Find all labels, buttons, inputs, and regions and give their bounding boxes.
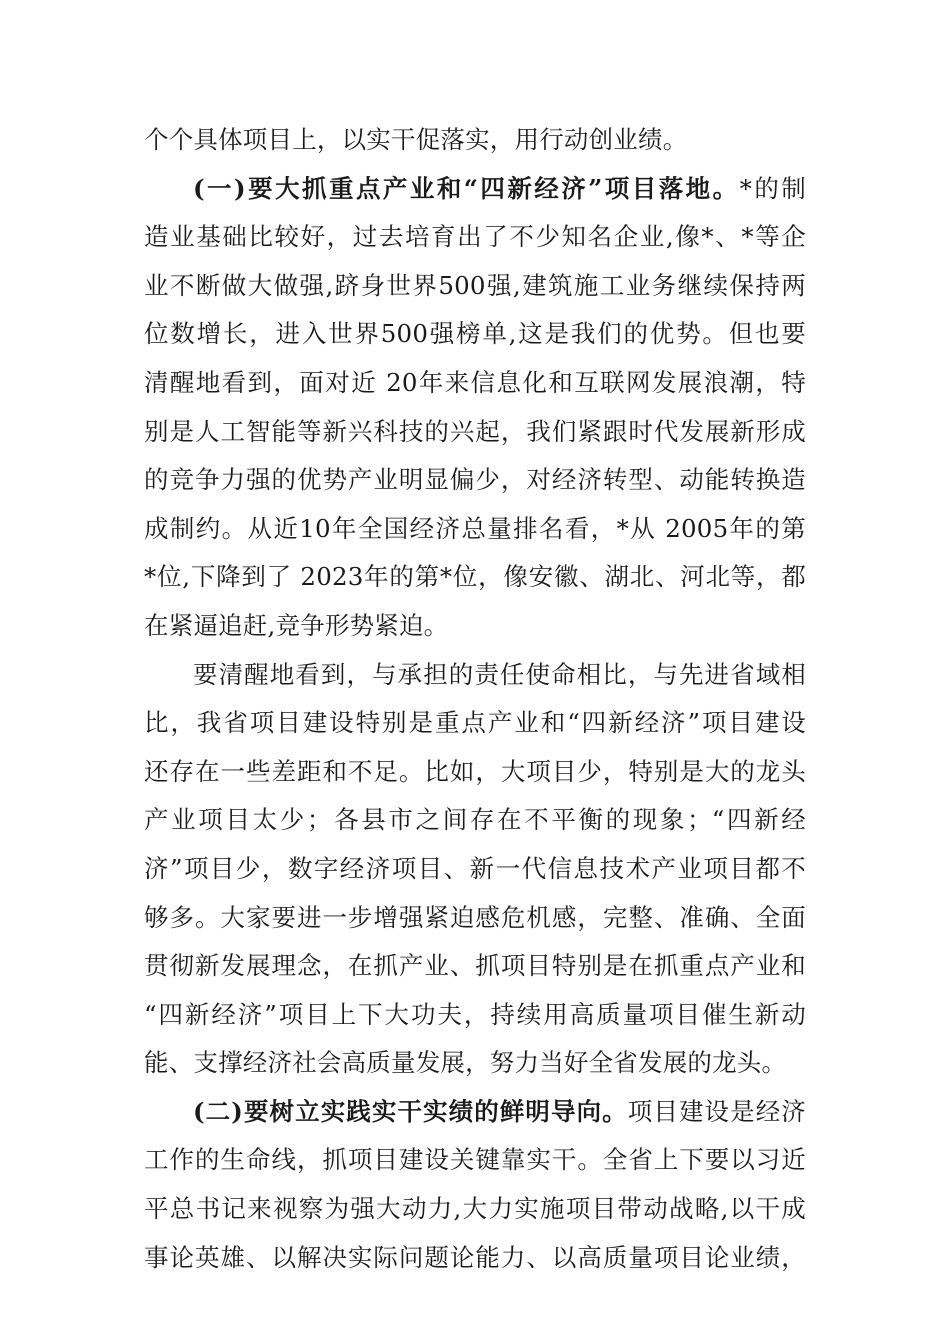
text-line: 位数增长，进入世界500强榜单,这是我们的优势。但也要 (144, 319, 806, 349)
text-line: *位,下降到了 2023年的第*位，像安徽、湖北、河北等，都 (144, 562, 806, 592)
text-line: 平总书记来视察为强大动力,大力实施项目带动战略,以干成 (144, 1194, 806, 1224)
text-line: 够多。大家要进一步增强紧迫感危机感，完整、准确、全面 (144, 902, 806, 932)
text-line: 比，我省项目建设特别是重点产业和“四新经济”项目建设 (144, 708, 806, 738)
text-line: 工作的生命线，抓项目建设关键靠实干。全省上下要以习近 (144, 1145, 806, 1175)
section-heading: (二)要树立实践实干实绩的鲜明导向。 (193, 1096, 628, 1126)
text-line: 事论英雄、以解决实际问题论能力、以高质量项目论业绩， (144, 1242, 806, 1272)
text-line: 的竞争力强的优势产业明显偏少，对经济转型、动能转换造 (144, 465, 806, 495)
text-line: 贯彻新发展理念，在抓产业、抓项目特别是在抓重点产业和 (144, 951, 806, 981)
text-line: 别是人工智能等新兴科技的兴起，我们紧跟时代发展新形成 (144, 416, 806, 446)
text-line: 在紧逼追赶,竞争形势紧迫。 (144, 610, 449, 640)
text-line: 成制约。从近10年全国经济总量排名看，*从 2005年的第 (144, 513, 806, 543)
section-heading-line: (一)要大抓重点产业和“四新经济”项目落地。*的制 (193, 173, 806, 203)
text-line: 产业项目太少；各县市之间存在不平衡的现象；“四新经 (144, 805, 806, 835)
text-line: 济”项目少，数字经济项目、新一代信息技术产业项目都不 (144, 853, 806, 883)
text-line: 造业基础比较好，过去培育出了不少知名企业,像*、*等企 (144, 222, 806, 252)
paragraph-start-line: 要清醒地看到，与承担的责任使命相比，与先进省域相 (193, 659, 806, 689)
text-line: 业不断做大做强,跻身世界500强,建筑施工业务继续保持两 (144, 270, 806, 300)
section-heading-line: (二)要树立实践实干实绩的鲜明导向。项目建设是经济 (193, 1096, 806, 1126)
text-line: 清醒地看到，面对近 20年来信息化和互联网发展浪潮，特 (144, 367, 806, 397)
text-line: “四新经济”项目上下大功夫，持续用高质量项目催生新动 (144, 999, 806, 1029)
text-line: 个个具体项目上，以实干促落实，用行动创业绩。 (144, 125, 688, 154)
document-body (144, 116, 806, 1282)
text-line: 能、支撑经济社会高质量发展，努力当好全省发展的龙头。 (144, 1048, 787, 1078)
section-heading: (一)要大抓重点产业和“四新经济”项目落地。 (193, 173, 740, 203)
text-line: 还存在一些差距和不足。比如，大项目少，特别是大的龙头 (144, 756, 806, 786)
